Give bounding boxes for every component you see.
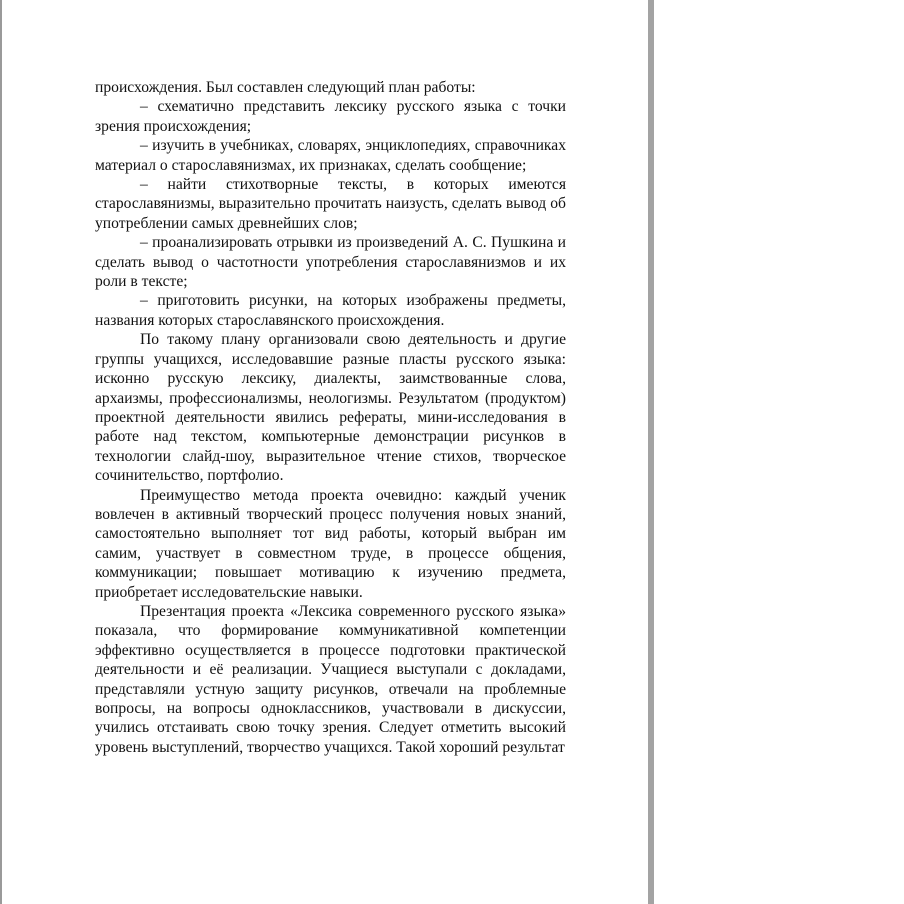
paragraph-plan-item: – приготовить рисунки, на которых изображены предметы, названия которых старославянского происхождения. (95, 292, 566, 329)
paragraph-body: Преимущество метода проекта очевидно: каждый ученик вовлечен в активный творческий процесс получения новых знаний, самостоятельно выполняет тот вид работы, который выбран им самим, участвует в совместном труде, в процессе общения, коммуникации; повышает мотивацию к изучению предмета, приобретает исследовательские навыки. (95, 486, 566, 601)
paragraph-body: По такому плану организовали свою деятельность и другие группы учащихся, исследовавшие разные пласты русского языка: исконно русскую лексику, диалекты, заимствованные слова, архаизмы, профессионализмы, неологизмы. Результатом (продуктом) проектной деятельности явились рефераты, мини-исследования в работе над текстом, компьютерные демонстрации рисунков в технологии слайд-шоу, выразительное чтение стихов, творческое сочинительство, портфолио. (95, 331, 566, 485)
document-page[interactable] (2, 0, 648, 904)
paragraph-plan-item: – изучить в учебниках, словарях, энциклопедиях, справочниках материал о старославянизмах, их признаках, сделать сообщение; (95, 137, 566, 174)
paragraph-plan-item: – схематично представить лексику русского языка с точки зрения происхождения; (95, 98, 566, 135)
paragraph-plan-item: – проанализировать отрывки из произведений А. С. Пушкина и сделать вывод о частотности употребления старославянизмов и их роли в тексте; (95, 234, 566, 291)
paragraph-body: Презентация проекта «Лексика современного русского языка» показала, что формирование коммуникативной компетенции эффективно осуществляется в процессе подготовки практической деятельности и её реализации. Учащиеся выступали с докладами, представляли устную защиту рисунков, отвечали на проблемные вопросы, на вопросы одноклассников, участвовали в дискуссии, учились отстаивать свою точку зрения. Следует отметить высокий уровень выступлений, творчество учащихся. Такой хороший результат (95, 602, 566, 756)
paragraph-plan-item: – найти стихотворные тексты, в которых имеются старославянизмы, выразительно прочитать наизусть, сделать вывод об употреблении самых древнейших слов; (95, 176, 566, 232)
paragraph-plan-intro: происхождения. Был составлен следующий план работы: (95, 79, 476, 96)
page-text[interactable] (95, 78, 566, 757)
page-right-edge (648, 0, 654, 904)
